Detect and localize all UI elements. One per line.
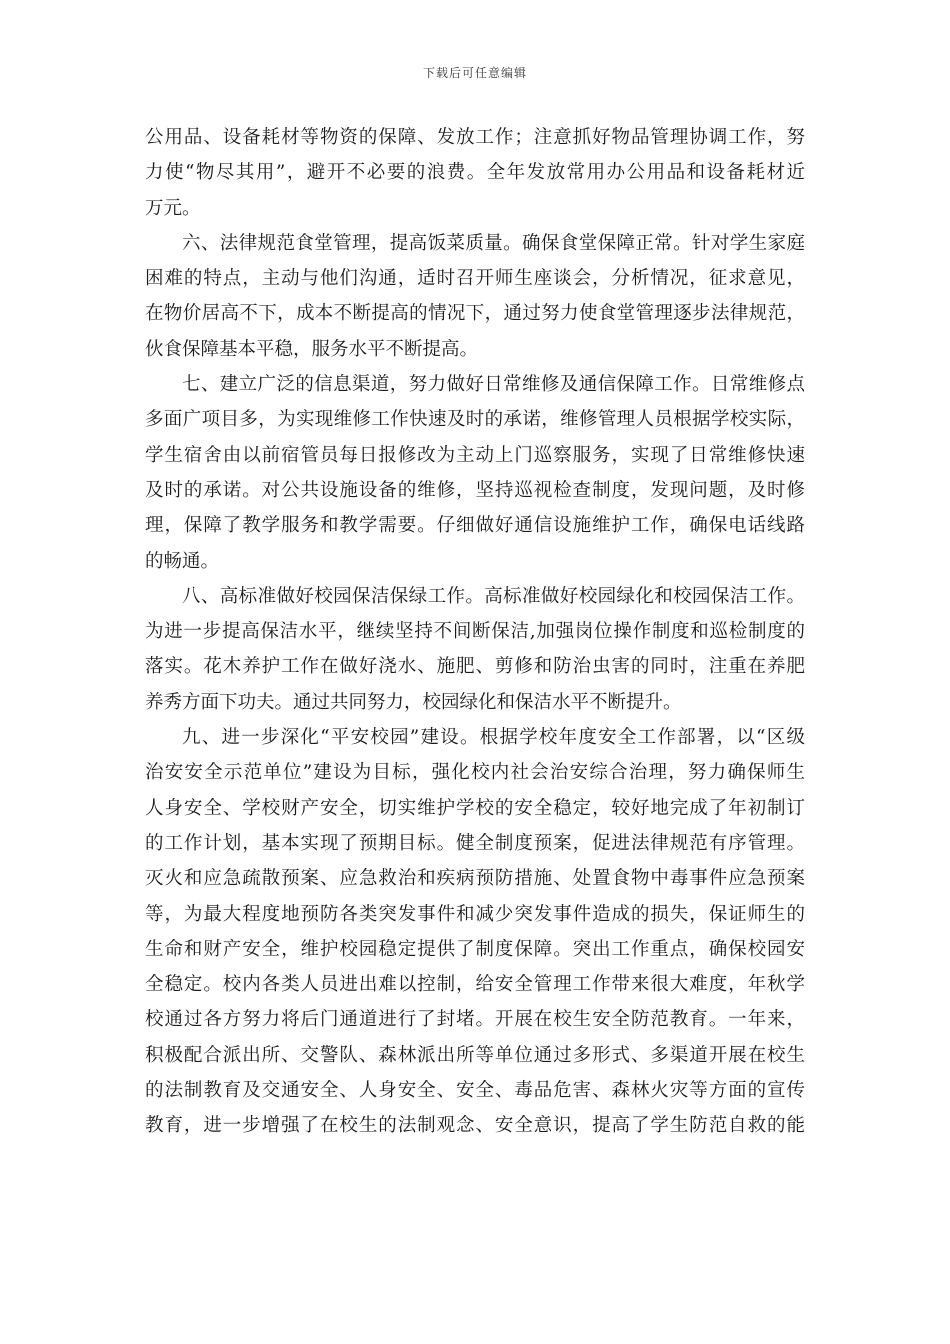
- text-line: 的畅通。: [145, 550, 220, 572]
- text-line: 困难的特点，主动与他们沟通，适时召开师生座谈会，分析情况，征求意见，: [145, 268, 805, 290]
- text-line: 校通过各方努力将后门通道进行了封堵。开展在校生安全防范教育。一年来，: [145, 1009, 805, 1031]
- text-line: 等，为最大程度地预防各类突发事件和减少突发事件造成的损失，保证师生的: [145, 903, 805, 925]
- text-line: 伙食保障基本平稳，服务水平不断提高。: [145, 338, 479, 360]
- text-line: 万元。: [145, 197, 201, 219]
- text-line: 理，保障了教学服务和教学需要。仔细做好通信设施维护工作，确保电话线路: [145, 515, 805, 537]
- text-line: 生命和财产安全，维护校园稳定提供了制度保障。突出工作重点，确保校园安: [145, 938, 805, 960]
- page-header: 下载后可任意编辑: [422, 66, 527, 80]
- text-line: 全稳定。校内各类人员进出难以控制，给安全管理工作带来很大难度，年秋学: [145, 974, 805, 996]
- text-line: 公用品、设备耗材等物资的保障、发放工作；注意抓好物品管理协调工作，努: [145, 127, 805, 148]
- text-line: 为进一步提高保洁水平，继续坚持不间断保洁,加强岗位操作制度和巡检制度的: [145, 621, 805, 643]
- text-line: 灭火和应急疏散预案、应急救治和疾病预防措施、处置食物中毒事件应急预案: [145, 868, 805, 890]
- paragraph-cleaning: [145, 579, 805, 720]
- text-line: 治安安全示范单位”建设为目标，强化校内社会治安综合治理，努力确保师生: [145, 762, 805, 784]
- text-line: 在物价居高不下，成本不断提高的情况下，通过努力使食堂管理逐步法律规范，: [145, 303, 805, 325]
- text-line: 九、进一步深化“平安校园”建设。根据学校年度安全工作部署，以“区级: [182, 727, 805, 749]
- text-line: 的法制教育及交通安全、人身安全、安全、毒品危害、森林火灾等方面的宣传: [145, 1080, 805, 1102]
- text-line: 多面广项目多，为实现维修工作快速及时的承诺，维修管理人员根据学校实际，: [145, 409, 805, 431]
- text-line: 学生宿舍由以前宿管员每日报修改为主动上门巡察服务，实现了日常维修快速: [145, 444, 805, 466]
- text-line: 的工作计划，基本实现了预期目标。健全制度预案，促进法律规范有序管理。: [145, 832, 805, 854]
- paragraph-maintenance: [145, 367, 805, 579]
- text-line: 六、法律规范食堂管理，提高饭菜质量。确保食堂保障正常。针对学生家庭: [182, 232, 805, 254]
- text-line: 人身安全、学校财产安全，切实维护学校的安全稳定，较好地完成了年初制订: [145, 797, 805, 819]
- text-line: 七、建立广泛的信息渠道，努力做好日常维修及通信保障工作。日常维修点: [182, 374, 805, 396]
- paragraph-safe-campus: [145, 720, 805, 1144]
- paragraph-canteen: [145, 226, 805, 367]
- text-line: 及时的承诺。对公共设施设备的维修，坚持巡视检查制度，发现问题，及时修: [145, 479, 805, 501]
- text-line: 落实。花木养护工作在做好浇水、施肥、剪修和防治虫害的同时，注重在养肥: [145, 656, 805, 678]
- text-line: 养秀方面下功夫。通过共同努力，校园绿化和保洁水平不断提升。: [145, 691, 682, 713]
- text-line: 教育，进一步增强了在校生的法制观念、安全意识，提高了学生防范自救的能: [145, 1115, 805, 1137]
- text-line: 积极配合派出所、交警队、森林派出所等单位通过多形式、多渠道开展在校生: [145, 1044, 805, 1066]
- text-line: 八、高标准做好校园保洁保绿工作。高标准做好校园绿化和校园保洁工作。: [182, 585, 805, 607]
- document-body: [145, 120, 805, 1144]
- text-line: 力使“物尽其用”，避开不必要的浪费。全年发放常用办公用品和设备耗材近: [145, 162, 805, 184]
- paragraph-supplies: [145, 120, 805, 226]
